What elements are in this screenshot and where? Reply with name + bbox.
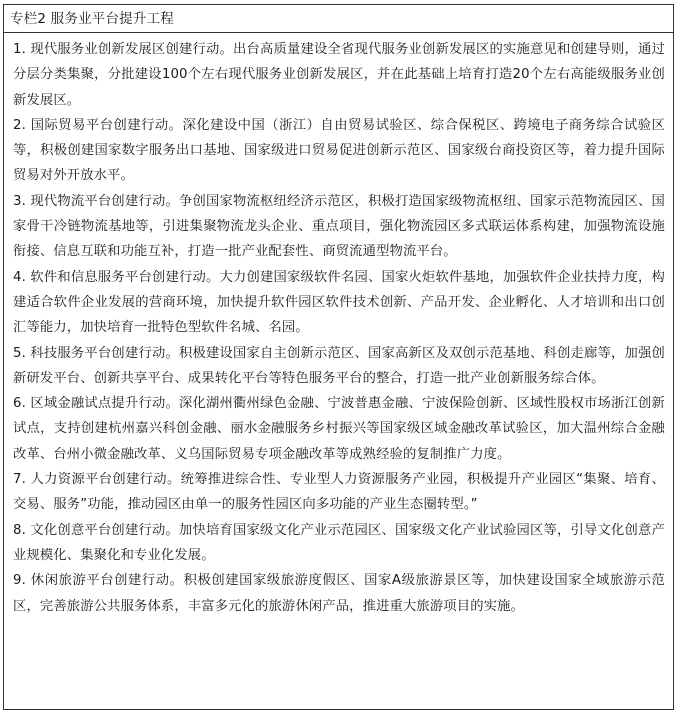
list-item: 1. 现代服务业创新发展区创建行动。出台高质量建设全省现代服务业创新发展区的实施意见和创建导则，通过分层分类集聚，分批建设100个左右现代服务业创新发展区，并在此基础上培育打造20个左右高能级服务业创新发展区。 (13, 42, 665, 108)
list-item: 9. 休闲旅游平台创建行动。积极创建国家级旅游度假区、国家A级旅游景区等，加快建设国家全域旅游示范区，完善旅游公共服务体系，丰富多元化的旅游休闲产品，推进重大旅游项目的实施。 (13, 573, 665, 614)
list-item: 2. 国际贸易平台创建行动。深化建设中国（浙江）自由贸易试验区、综合保税区、跨境电子商务综合试验区等，积极创建国家数字服务出口基地、国家级进口贸易促进创新示范区、国家级台商投资区等，着力提升国际贸易对外开放水平。 (13, 117, 665, 184)
list-item: 6. 区域金融试点提升行动。深化湖州衢州绿色金融、宁波普惠金融、宁波保险创新、区域性股权市场浙江创新试点，支持创建杭州嘉兴科创金融、丽水金融服务乡村振兴等国家级区域金融改革试验区，加大温州综合金融改革、台州小微金融改革、义乌国际贸易专项金融改革等成熟经验的复制推广力度。 (13, 396, 665, 462)
list-item: 7. 人力资源平台创建行动。统筹推进综合性、专业型人力资源服务产业园，积极提升产业园区“集聚、培育、交易、服务”功能，推动园区由单一的服务性园区向多功能的产业生态圈转型。” (13, 472, 665, 513)
feature-box (3, 4, 674, 710)
box-title: 专栏2 服务业平台提升工程 (4, 5, 673, 33)
box-body (4, 33, 673, 619)
list-item: 5. 科技服务平台创建行动。积极建设国家自主创新示范区、国家高新区及双创示范基地、科创走廊等，加强创新研发平台、创新共享平台、成果转化平台等特色服务平台的整合，打造一批产业创新服务综合体。 (13, 345, 665, 386)
list-item: 8. 文化创意平台创建行动。加快培育国家级文化产业示范园区、国家级文化产业试验园区等，引导文化创意产业规模化、集聚化和专业化发展。 (13, 522, 665, 563)
list-item: 4. 软件和信息服务平台创建行动。大力创建国家级软件名园、国家火炬软件基地，加强软件企业扶持力度，构建适合软件企业发展的营商环境，加快提升软件园区软件技术创新、产品开发、企业孵化、人才培训和出口创汇等能力，加快培育一批特色型软件名城、名园。 (13, 269, 665, 336)
list-item: 3. 现代物流平台创建行动。争创国家物流枢纽经济示范区，积极打造国家级物流枢纽、国家示范物流园区、国家骨干冷链物流基地等，引进集聚物流龙头企业、重点项目，强化物流园区多式联运体系构建，加强物流设施衔接、信息互联和功能互补，打造一批产业配套性、商贸流通型物流平台。 (13, 193, 665, 260)
